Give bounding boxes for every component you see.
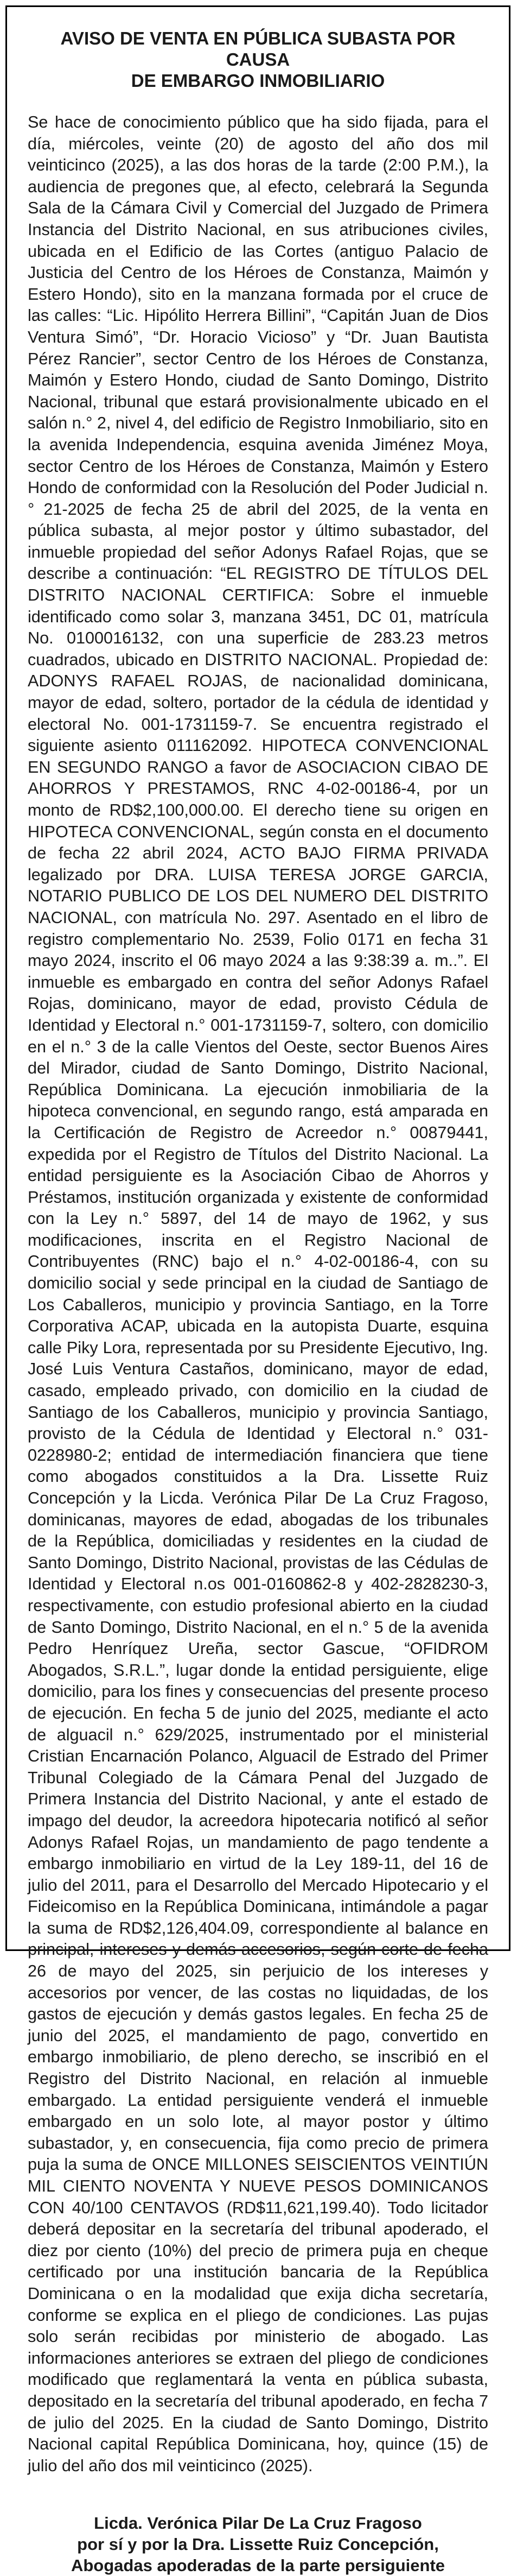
signature-line-2: por sí y por la Dra. Lissette Ruiz Concepción, [77,2535,439,2554]
signature-line-3: Abogadas apoderadas de la parte persiguiente [71,2556,445,2575]
notice-body: Se hace de conocimiento público que ha sido fijada, para el día, miércoles, veinte (20) de agosto del año dos mil veinticinco (2025), a las dos horas de la tarde (2:00 P.M.), la audiencia de pregones que, al efecto, celebrará la Segunda Sala de la Cámara Civil y Comercial del Juzgado de Primera Instancia del Distrito Nacional, en sus atribuciones civiles, ubicada en el Edificio de las Cortes (antiguo Palacio de Justicia del Centro de los Héroes de Constanza, Maimón y Estero Hondo), sito en la manzana formada por el cruce de las calles: “Lic. Hipólito Herrera Billini”, “Capitán Juan de Dios Ventura Simó”, “Dr. Horacio Vicioso” y “Dr. Juan Bautista Pérez Rancier”, sector Centro de los Héroes de Constanza, Maimón y Estero Hondo, ciudad de Santo Domingo, Distrito Nacional, tribunal que estará provisionalmente ubicado en el salón n.° 2, nivel 4, del edificio de Registro Inmobiliario, sito en la avenida Independencia, esquina avenida Jiménez Moya, sector Centro de los Héroes de Constanza, Maimón y Estero Hondo de conformidad con la Resolución del Poder Judicial n.° 21-2025 de fecha 25 de abril del 2025, de la venta en pública subasta, al mejor postor y último subastador, del inmueble propiedad del señor Adonys Rafael Rojas, que se describe a continuación: “EL REGISTRO DE TÍTULOS DEL DISTRITO NACIONAL CERTIFICA: Sobre el inmueble identificado como solar 3, manzana 3451, DC 01, matrícula No. 0100016132, con una superficie de 283.23 metros cuadrados, ubicado en DISTRITO NACIONAL. Propiedad de: ADONYS RAFAEL ROJAS, de nacionalidad dominicana, mayor de edad, soltero, portador de la cédula de identidad y electoral No. 001-1731159-7. Se encuentra registrado el siguiente asiento 011162092. HIPOTECA CONVENCIONAL EN SEGUNDO RANGO a favor de ASOCIACION CIBAO DE AHORROS Y PRESTAMOS, RNC 4-02-00186-4, por un monto de RD$2,100,000.00. El derecho tiene su origen en HIPOTECA CONVENCIONAL, según consta en el documento de fecha 22 abril 2024, ACTO BAJO FIRMA PRIVADA legalizado por DRA. LUISA TERESA JORGE GARCIA, NOTARIO PUBLICO DE LOS DEL NUMERO DEL DISTRITO NACIONAL, con matrícula No. 297. Asentado en el libro de registro complementario No. 2539, Folio 0171 en fecha 31 mayo 2024, inscrito el 06 mayo 2024 a las 9:38:39 a. m..”. El inmueble es embargado en contra del señor Adonys Rafael Rojas, dominicano, mayor de edad, provisto Cédula de Identidad y Electoral n.° 001-1731159-7, soltero, con domicilio en el n.° 3 de la calle Vientos del Oeste, sector Buenos Aires del Mirador, ciudad de Santo Domingo, Distrito Nacional, República Dominicana. La ejecución inmobiliaria de la hipoteca convencional, en segundo rango, está amparada en la Certificación de Registro de Acreedor n.° 00879441, expedida por el Registro de Títulos del Distrito Nacional. La entidad persiguiente es la Asociación Cibao de Ahorros y Préstamos, institución organizada y existente de conformidad con la Ley n.° 5897, del 14 de mayo de 1962, y sus modificaciones, inscrita en el Registro Nacional de Contribuyentes (RNC) bajo el n.° 4-02-00186-4, con su domicilio social y sede principal en la ciudad de Santiago de Los Caballeros, municipio y provincia Santiago, en la Torre Corporativa ACAP, ubicada en la autopista Duarte, esquina calle Piky Lora, representada por su Presidente Ejecutivo, Ing. José Luis Ventura Castaños, dominicano, mayor de edad, casado, empleado privado, con domicilio en la ciudad de Santiago de los Caballeros, municipio y provincia Santiago, provisto de la Cédula de Identidad y Electoral n.° 031-0228980-2; entidad de intermediación financiera que tiene como abogados constituidos a la Dra. Lissette Ruiz Concepción y la Licda. Verónica Pilar De La Cruz Fragoso, dominicanas, mayores de edad, abogadas de los tribunales de la República, domiciliadas y residentes en la ciudad de Santo Domingo, Distrito Nacional, provistas de las Cédulas de Identidad y Electoral n.os 001-0160862-8 y 402-2828230-3, respectivamente, con estudio profesional abierto en la ciudad de Santo Domingo, Distrito Nacional, en el n.° 5 de la avenida Pedro Henríquez Ureña, sector Gascue, “OFIDROM Abogados, S.R.L.”, lugar donde la entidad persiguiente, elige domicilio, para los fines y consecuencias del presente proceso de ejecución. En fecha 5 de junio del 2025, mediante el acto de alguacil n.° 629/2025, instrumentado por el ministerial Cristian Encarnación Polanco, Alguacil de Estrado del Primer Tribunal Colegiado de la Cámara Penal del Juzgado de Primera Instancia del Distrito Nacional, y ante el estado de impago del deudor, la acreedora hipotecaria notificó al señor Adonys Rafael Rojas, un mandamiento de pago tendente a embargo inmobiliario en virtud de la Ley 189-11, del 16 de julio del 2011, para el Desarrollo del Mercado Hipotecario y el Fideicomiso en la República Dominicana, intimándole a pagar la suma de RD$2,126,404.09, correspondiente al balance en principal, intereses y demás accesorios, según corte de fecha 26 de mayo del 2025, sin perjuicio de los intereses y accesorios por vencer, de las costas no liquidadas, de los gastos de ejecución y demás gastos legales. En fecha 25 de junio del 2025, el mandamiento de pago, convertido en embargo inmobiliario, de pleno derecho, se inscribió en el Registro del Distrito Nacional, en relación al inmueble embargado. La entidad persiguiente venderá el inmueble embargado en un solo lote, al mayor postor y último subastador, y, en consecuencia, fija como precio de primera puja la suma de ONCE MILLONES SEISCIENTOS VEINTIÚN MIL CIENTO NOVENTA Y NUEVE PESOS DOMINICANOS CON 40/100 CENTAVOS (RD$11,621,199.40). Todo licitador deberá depositar en la secretaría del tribunal apoderado, el diez por ciento (10%) del precio de primera puja en cheque certificado por una institución bancaria de la República Dominicana o en la modalidad que exija dicha secretaría, conforme se explica en el pliego de condiciones. Las pujas solo serán recibidas por ministerio de abogado. Las informaciones anteriores se extraen del pliego de condiciones modificado que reglamentará la venta en pública subasta, depositado en la secretaría del tribunal apoderado, en fecha 7 de julio del 2025. En la ciudad de Santo Domingo, Distrito Nacional capital República Dominicana, hoy, quince (15) de julio del año dos mil veinticinco (2025). [28,113,488,2475]
notice-title-line-2: DE EMBARGO INMOBILIARIO [131,71,385,91]
signature-block [29,2512,487,2576]
legal-notice [5,5,510,2575]
signature-line-1: Licda. Verónica Pilar De La Cruz Fragoso [94,2514,422,2533]
notice-title-line-1: AVISO DE VENTA EN PÚBLICA SUBASTA POR CAUSA [60,28,456,70]
notice-title [40,28,476,91]
